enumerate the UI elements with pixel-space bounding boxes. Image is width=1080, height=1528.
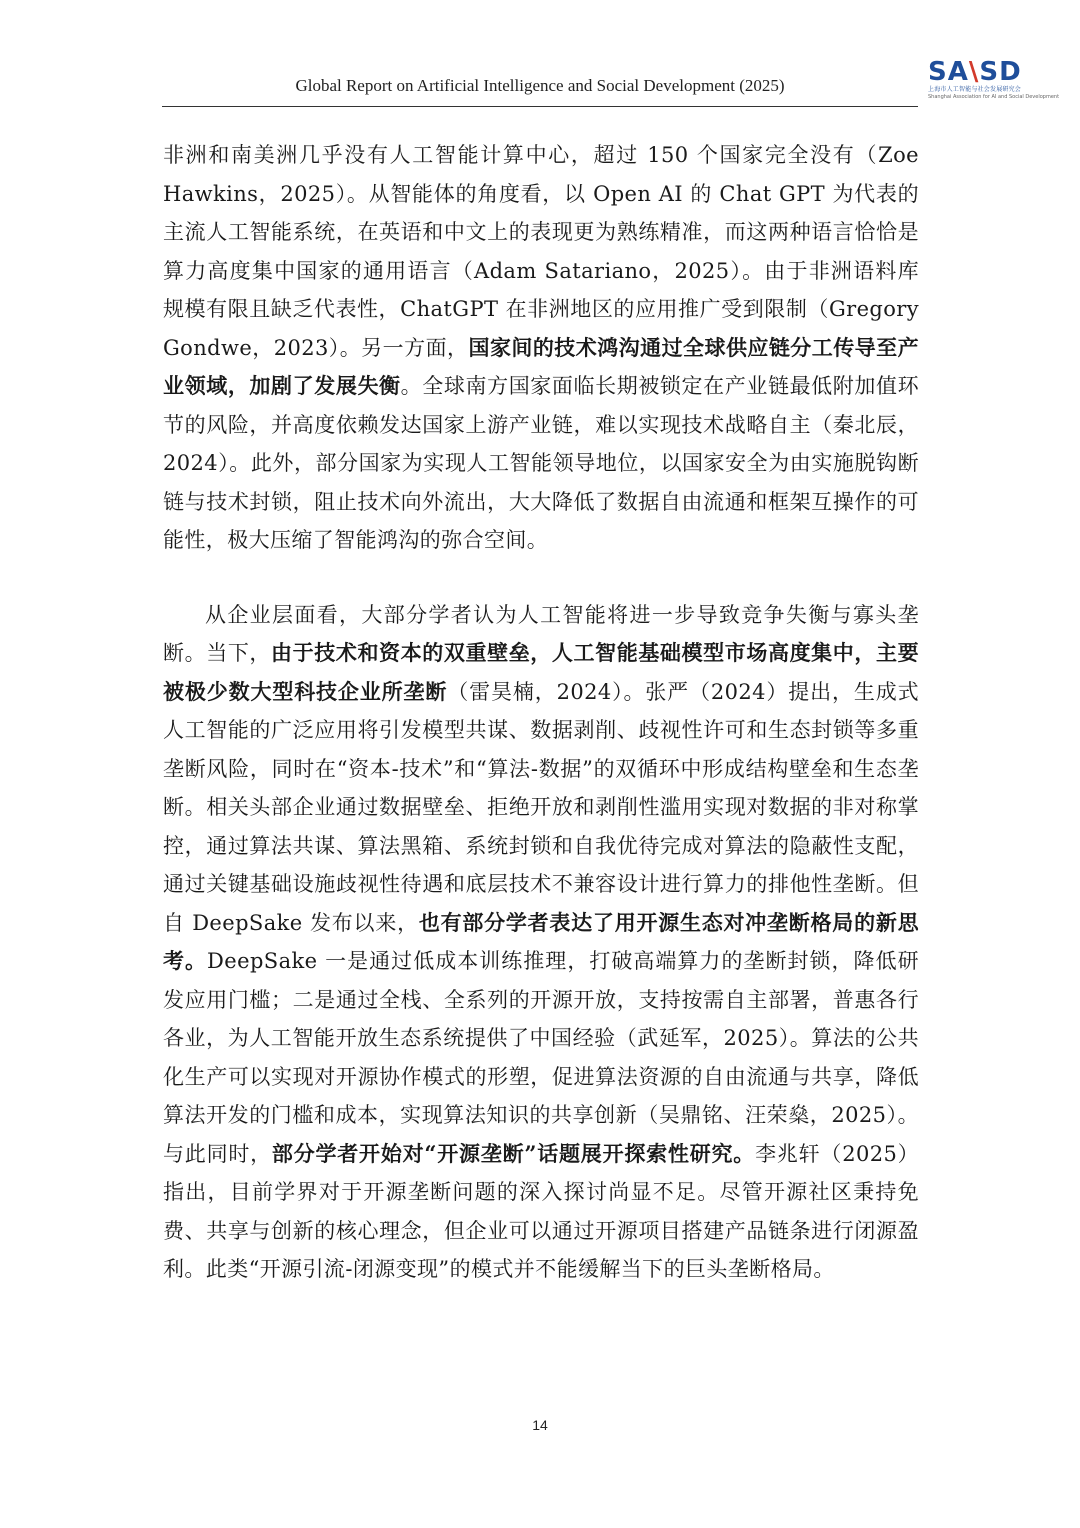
paragraph-2: 从企业层面看，大部分学者认为人工智能将进一步导致竞争失衡与寡头垄断。当下，由于技术和资本的双重壁垒，人工智能基础模型市场高度集中，主要被极少数大型科技企业所垄断（雷昊楠，2024）。张严（2024）提出，生成式人工智能的广泛应用将引发模型共谋、数据剥削、歧视性许可和生态封锁等多重垄断风险，同时在“资本-技术”和“算法-数据”的双循环中形成结构壁垒和生态垄断。相关头部企业通过数据壁垒、拒绝开放和剥削性滥用实现对数据的非对称掌控，通过算法共谋、算法黑箱、系统封锁和自我优待完成对算法的隐蔽性支配，通过关键基础设施歧视性待遇和底层技术不兼容设计进行算力的排他性垄断。但自 DeepSake 发布以来，也有部分学者表达了用开源生态对冲垄断格局的新思考。DeepSake 一是通过低成本训练推理，打破高端算力的垄断封锁，降低研发应用门槛；二是通过全栈、全系列的开源开放，支持按需自主部署，普惠各行各业，为人工智能开放生态系统提供了中国经验（武延军，2025）。算法的公共化生产可以实现对开源协作模式的形塑，促进算法资源的自由流通与共享，降低算法开发的门槛和成本，实现算法知识的共享创新（吴鼎铭、汪荣燊，2025）。与此同时，部分学者开始对“开源垄断”话题展开探索性研究。李兆轩（2025）指出，目前学界对于开源垄断问题的深入探讨尚显不足。尽管开源社区秉持免费、共享与创新的核心理念，但企业可以通过开源项目搭建产品链条进行闭源盈利。此类“开源引流-闭源变现”的模式并不能缓解当下的巨头垄断格局。: [163, 602, 920, 1281]
page-header: [0, 0, 1080, 110]
paragraph-1: 非洲和南美洲几乎没有人工智能计算中心，超过 150 个国家完全没有（Zoe Hawkins，2025）。从智能体的角度看，以 Open AI 的 Chat GPT 为代表的主流人工智能系统，在英语和中文上的表现更为熟练精准，而这两种语言恰恰是算力高度集中国家的通用语言（Adam Satariano，2025）。由于非洲语料库规模有限且缺乏代表性，ChatGPT 在非洲地区的应用推广受到限制（Gregory Gondwe，2023）。另一方面，国家间的技术鸿沟通过全球供应链分工传导至产业领域，加剧了发展失衡。全球南方国家面临长期被锁定在产业链最低附加值环节的风险，并高度依赖发达国家上游产业链，难以实现技术战略自主（秦北辰，2024）。此外，部分国家为实现人工智能领导地位，以国家安全为由实施脱钩断链与技术封锁，阻止技术向外流出，大大降低了数据自由流通和框架互操作的可能性，极大压缩了智能鸿沟的弥合空间。: [163, 143, 919, 552]
header-divider: [162, 106, 918, 107]
page-number: 14: [532, 1417, 548, 1433]
report-title: Global Report on Artificial Intelligence and Social Development (2025): [295, 76, 785, 95]
logo-subtitle-cn: 上海市人工智能与社会发展研究会: [928, 86, 1022, 93]
body-text: [163, 136, 919, 1289]
saisd-logo: [928, 57, 1060, 102]
logo-subtitle-en: Shanghai Association for AI and Social Development: [928, 94, 1060, 100]
logo-mark: SA\SD: [928, 57, 1022, 87]
